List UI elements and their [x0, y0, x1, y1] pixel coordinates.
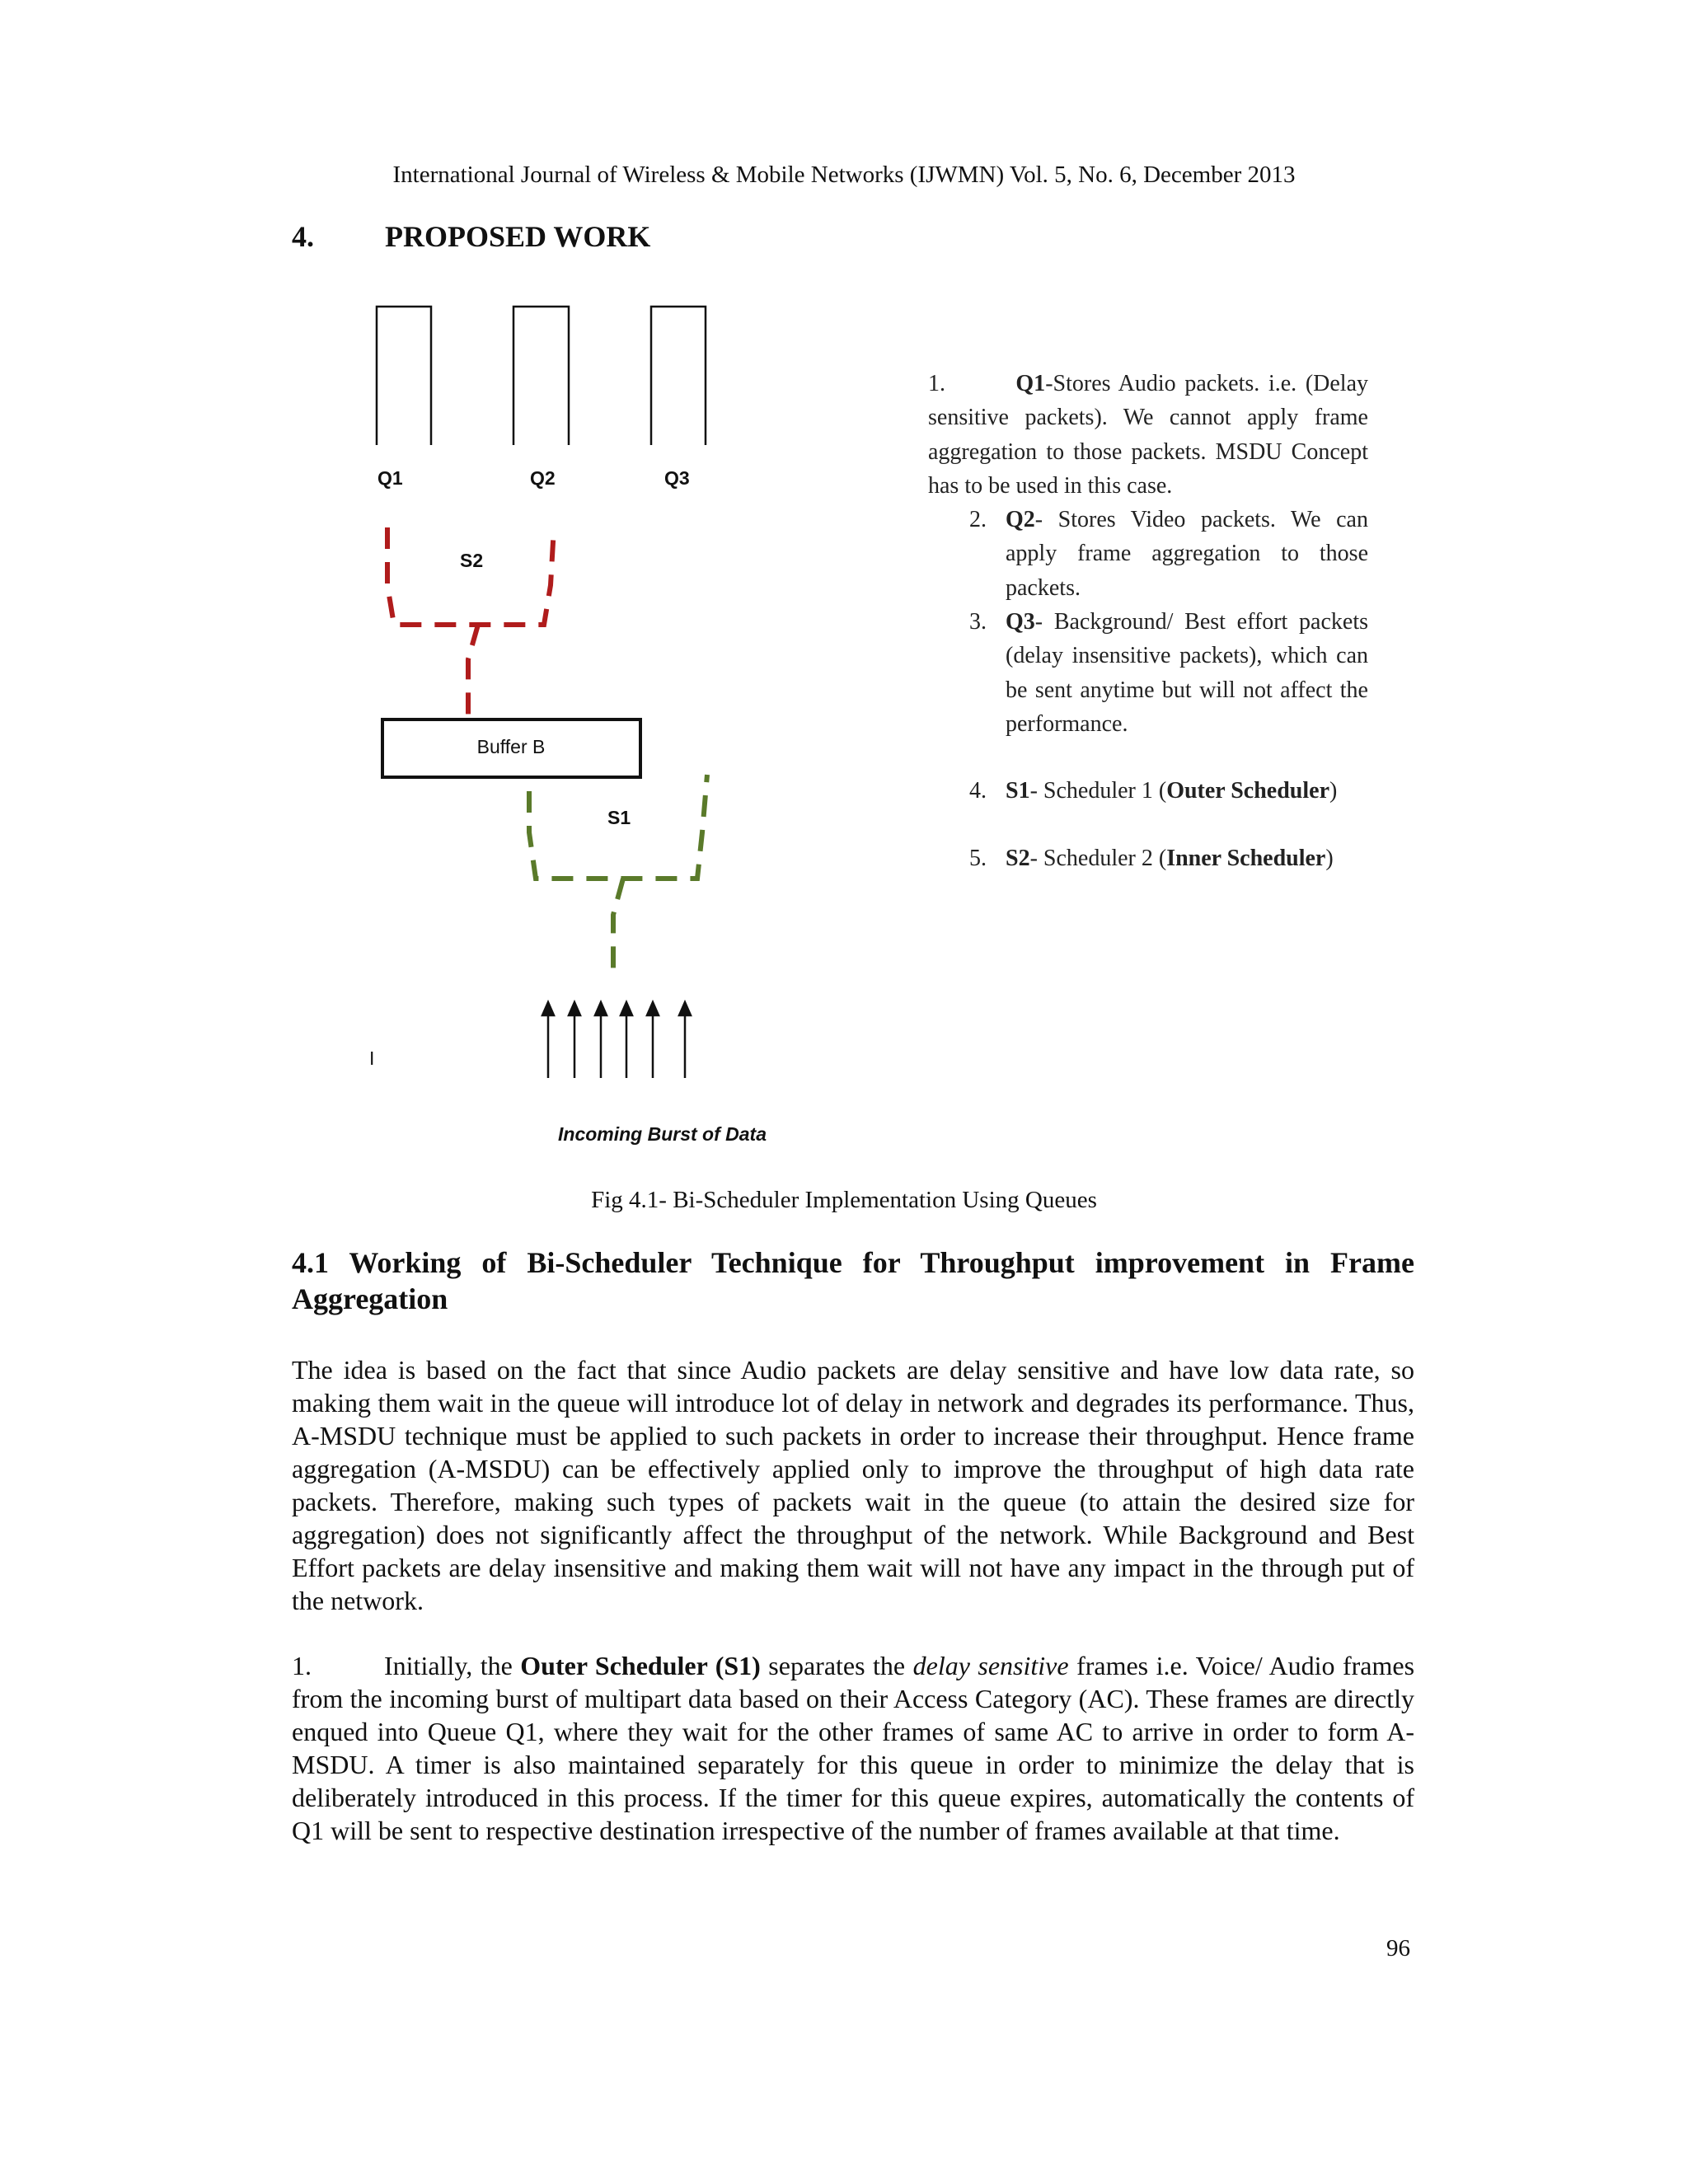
incoming-arrows — [542, 1002, 691, 1078]
queue-label-q2: Q2 — [530, 467, 556, 489]
subsection-heading: 4.1 Working of Bi-Scheduler Technique for Throughput improvement in Frame Aggregation — [292, 1246, 1414, 1315]
queue-label-q3: Q3 — [664, 467, 690, 489]
legend-item-2: 2. Q2- Stores Video packets. We can apply frame aggregation to those packets. — [969, 507, 1368, 601]
incoming-burst-label: Incoming Burst of Data — [558, 1123, 767, 1145]
figure-caption: Fig 4.1- Bi-Scheduler Implementation Using Queues — [591, 1187, 1097, 1213]
page-number: 96 — [1386, 1935, 1410, 1961]
s1-label: S1 — [607, 807, 631, 828]
legend-item-1: 1. Q1-Stores Audio packets. i.e. (Delay sensitive packets). We cannot apply frame aggregation to those packets. MSDU Concept has to be used in this case. — [928, 371, 1369, 499]
figure-legend — [928, 367, 1368, 875]
queue-q3 — [651, 307, 706, 445]
outer-scheduler-s1-lines — [529, 775, 707, 981]
legend-item-4: 4. S1- Scheduler 1 (Outer Scheduler) — [969, 778, 1338, 804]
stray-mark: I — [369, 1047, 375, 1069]
queue-label-q1: Q1 — [377, 467, 403, 489]
section-title: PROPOSED WORK — [385, 220, 651, 253]
queue-q1 — [377, 307, 431, 445]
buffer-label: Buffer B — [476, 736, 546, 757]
legend-item-5: 5. S2- Scheduler 2 (Inner Scheduler) — [969, 845, 1334, 871]
section-number: 4. — [292, 220, 314, 253]
journal-header: International Journal of Wireless & Mobile Networks (IJWMN) Vol. 5, No. 6, December 2013 — [392, 162, 1296, 188]
body-paragraph-1: The idea is based on the fact that since Audio packets are delay sensitive and have low data rate, so making them wait in the queue will introduce lot of delay in network and degrades its performance. Thus, A-MSDU technique must be applied to such packets in order to increase their throughput. Hence frame aggregation (A-MSDU) can be effectively applied only to improve the throughput of high data rate packets. Therefore, making such types of packets wait in the queue (to attain the desired size for aggregation) does not significantly affect the throughput of the network. While Background and Best Effort packets are delay insensitive and making them wait will not have any impact in the through put of the network. — [292, 1355, 1414, 1615]
body-paragraph-2: 1. Initially, the Outer Scheduler (S1) separates the delay sensitive frames i.e. Voice/ Audio frames from the incoming burst of multipart data based on their Access Category (AC). These frames are directly enqued into Queue Q1, where they wait for the other frames of same AC to arrive in order to form A-MSDU. A timer is also maintained separately for this queue in order to minimize the delay that is deliberately introduced in this process. If the timer for this queue expires, automatically the contents of Q1 will be sent to respective destination irrespective of the number of frames available at that time. — [292, 1651, 1415, 1845]
legend-item-3: 3. Q3- Background/ Best effort packets (delay insensitive packets), which can be sent anytime but will not affect the performance. — [969, 609, 1368, 737]
queue-q2 — [513, 307, 569, 445]
s2-label: S2 — [460, 550, 484, 571]
